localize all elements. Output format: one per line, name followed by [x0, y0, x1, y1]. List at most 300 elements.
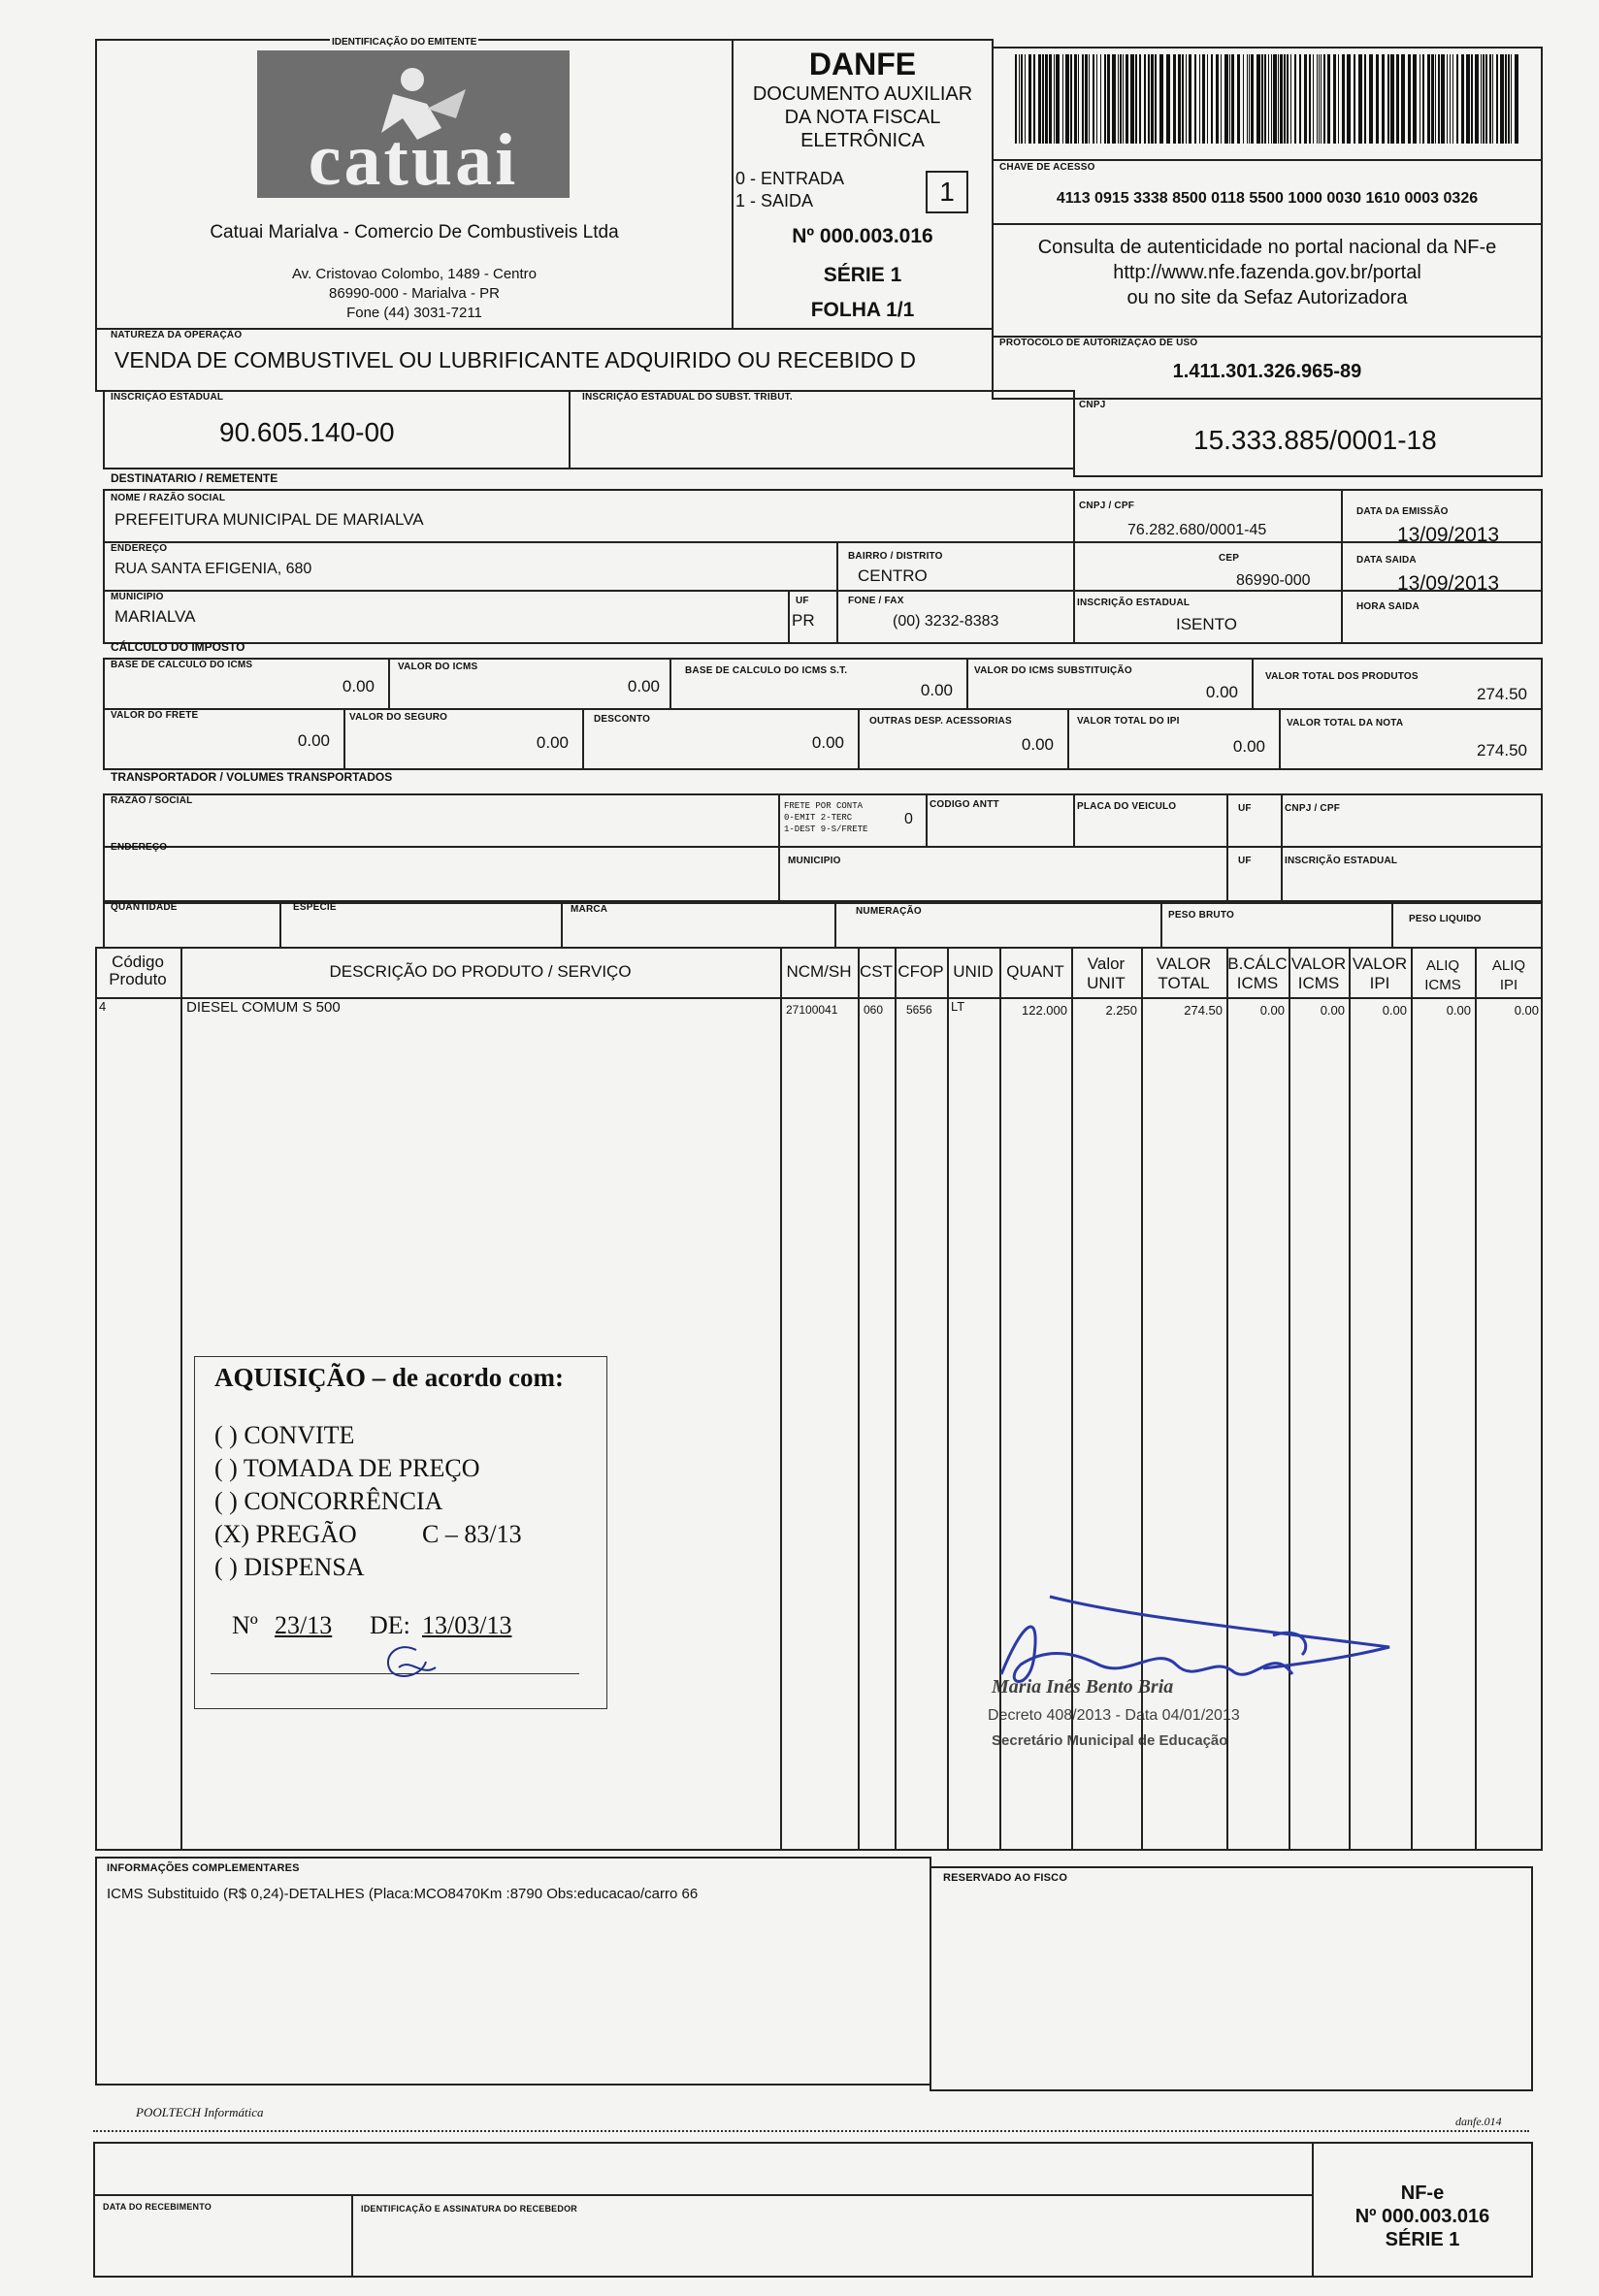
barcode-bar [1173, 54, 1176, 144]
dest-col-data [1341, 489, 1343, 644]
barcode-bar [1093, 54, 1094, 144]
danfe-subtitle-2: DA NOTA FISCAL [784, 107, 941, 128]
tr3-col-c [834, 900, 836, 949]
canhoto-nfe: NF-e [1400, 2183, 1445, 2204]
tr3-col-e [1391, 900, 1393, 949]
ie-value: 90.605.140-00 [219, 417, 395, 447]
dest-col-uf [788, 590, 790, 644]
dest-hora-label: HORA SAIDA [1356, 601, 1420, 612]
barcode-bar [1182, 54, 1184, 144]
imp2-col-d [1067, 708, 1069, 770]
th-cfop: CFOP [897, 962, 944, 981]
col-aipi [1475, 947, 1477, 1851]
transp-municipio-label: MUNICIPIO [788, 856, 841, 866]
imp2-col-a [343, 708, 345, 770]
dest-cep-label: CEP [1219, 553, 1240, 564]
imp2-col-b [582, 708, 584, 770]
iest-label: INSCRIÇÃO ESTADUAL DO SUBST. TRIBUT. [582, 392, 793, 403]
barcode-bar [1319, 54, 1320, 144]
chave-value: 4113 0915 3338 8500 0118 5500 1000 0030 1610 0003 0326 [1056, 190, 1479, 207]
th-vunit-2: UNIT [1087, 974, 1126, 992]
barcode-bar [1511, 54, 1512, 144]
barcode-bar [1118, 54, 1119, 144]
tr1-col-b [926, 793, 928, 848]
barcode-bar [1413, 54, 1417, 144]
barcode-bar [1278, 54, 1279, 144]
aquisicao-stamp [194, 1356, 607, 1709]
cell-descricao: DIESEL COMUM S 500 [186, 999, 341, 1016]
barcode-bar [1309, 54, 1311, 144]
th-vipi-1: VALOR [1352, 954, 1408, 973]
imp1-col-c [966, 658, 968, 710]
cell-vunit: 2.250 [1105, 1003, 1137, 1018]
barcode-bar [1144, 54, 1146, 144]
barcode-bar [1264, 54, 1266, 144]
barcode-bar [1216, 54, 1219, 144]
barcode-bar [1327, 54, 1330, 144]
barcode-bar [1221, 54, 1222, 144]
dest-row-2 [103, 590, 1543, 592]
barcode-bar [1082, 54, 1084, 144]
col-aicms [1411, 947, 1413, 1851]
dest-municipio: MARIALVA [114, 607, 196, 626]
barcode-bar [1390, 54, 1394, 144]
barcode-bar [1317, 54, 1318, 144]
barcode-bar [1500, 54, 1504, 144]
danfe-subtitle-3: ELETRÔNICA [800, 130, 925, 151]
col-ncm [780, 947, 782, 1851]
canhoto-numero: Nº 000.003.016 [1354, 2206, 1490, 2227]
cell-vipi: 0.00 [1382, 1003, 1407, 1018]
barcode-bar [1178, 54, 1181, 144]
barcode-bar [1123, 54, 1124, 144]
desconto: 0.00 [811, 733, 844, 752]
placa-label: PLACA DO VEICULO [1077, 801, 1177, 812]
stamp-de-label: DE: [370, 1611, 410, 1639]
dest-emissao: 13/09/2013 [1397, 524, 1500, 546]
tr2-col-b [1226, 846, 1228, 904]
tr1-col-a [778, 793, 780, 848]
barcode-bar [1070, 54, 1072, 144]
cut-line [93, 2130, 1529, 2132]
barcode-bar [1284, 54, 1286, 144]
especie-label: ESPÉCIE [293, 902, 337, 913]
barcode-bar [1447, 54, 1448, 144]
barcode-bar [1189, 54, 1191, 144]
barcode-bar [1271, 54, 1272, 144]
nota-folha: FOLHA 1/1 [810, 299, 915, 321]
barcode-bar [1515, 54, 1518, 144]
barcode-bar [1135, 54, 1137, 144]
barcode-bar [1466, 54, 1470, 144]
desconto-label: DESCONTO [594, 714, 651, 725]
barcode-bar [1489, 54, 1491, 144]
barcode-bar [1475, 54, 1479, 144]
th-bc-1: B.CÁLC [1227, 954, 1288, 973]
complementares-text: ICMS Substituido (R$ 0,24)-DETALHES (Placa:MCO8470Km :8790 Obs:educacao/carro 66 [107, 1886, 699, 1902]
marca-label: MARCA [571, 904, 608, 915]
th-codigo-1: Código [112, 953, 164, 971]
total-nota-label: VALOR TOTAL DA NOTA [1287, 718, 1404, 728]
cell-aipi: 0.00 [1514, 1003, 1539, 1018]
canhoto-mid-line [93, 2194, 1312, 2196]
transportador-section: TRANSPORTADOR / VOLUMES TRANSPORTADOS [111, 770, 393, 784]
barcode-bar [1202, 54, 1205, 144]
cell-codigo: 4 [99, 999, 107, 1014]
barcode-bar [1085, 54, 1088, 144]
th-vipi-2: IPI [1369, 974, 1390, 992]
dest-cnpj: 76.282.680/0001-45 [1127, 522, 1267, 538]
cell-vicms: 0.00 [1320, 1003, 1345, 1018]
signature-role: Secretário Municipal de Educação [992, 1732, 1228, 1749]
seguro-label: VALOR DO SEGURO [349, 712, 448, 723]
barcode-bar [1089, 54, 1090, 144]
cell-bc: 0.00 [1259, 1003, 1285, 1018]
dest-endereco-label: ENDEREÇO [111, 543, 168, 554]
dest-col-cnpj [1073, 489, 1075, 644]
dest-cnpj-label: CNPJ / CPF [1079, 501, 1135, 511]
barcode-bar [1019, 54, 1020, 144]
stamp-num-label: Nº [232, 1611, 258, 1639]
barcode-bar [1126, 54, 1128, 144]
data-recebimento-label: DATA DO RECEBIMENTO [103, 2202, 212, 2212]
peso-bruto-label: PESO BRUTO [1168, 910, 1234, 921]
consulta-line-1: Consulta de autenticidade no portal nacional da NF-e [1037, 237, 1497, 258]
barcode-bar [1151, 54, 1154, 144]
outras-label: OUTRAS DESP. ACESSORIAS [869, 716, 1012, 727]
frete-conta-3: 1-DEST 9-S/FRETE [784, 825, 868, 834]
barcode-bar [1422, 54, 1424, 144]
fisco-box [930, 1866, 1533, 2091]
dest-fone: (00) 3232-8383 [893, 613, 999, 630]
barcode-bar [1505, 54, 1507, 144]
barcode-bar [1231, 54, 1234, 144]
dest-nome-label: NOME / RAZÃO SOCIAL [111, 493, 226, 503]
cell-cst: 060 [864, 1003, 884, 1017]
barcode-bar [1243, 54, 1244, 144]
cell-aicms: 0.00 [1446, 1003, 1471, 1018]
transp-uf-label: UF [1238, 803, 1252, 814]
saida-label: 1 - SAIDA [735, 191, 814, 210]
th-bc-2: ICMS [1236, 974, 1279, 992]
stamp-title: AQUISIÇÃO – de acordo com: [214, 1363, 564, 1392]
dest-endereco: RUA SANTA EFIGENIA, 680 [114, 561, 312, 577]
barcode-bar [1280, 54, 1283, 144]
total-nota: 274.50 [1477, 741, 1527, 760]
barcode-bar [1299, 54, 1301, 144]
consulta-line-2: http://www.nfe.fazenda.gov.br/portal [1113, 262, 1421, 283]
barcode-bar [1382, 54, 1385, 144]
th-vtotal-2: TOTAL [1158, 974, 1210, 992]
th-vunit-1: Valor [1087, 954, 1126, 973]
barcode-bar [1431, 54, 1434, 144]
cell-vtotal: 274.50 [1184, 1003, 1223, 1018]
barcode-bar [1481, 54, 1482, 144]
ie-label: INSCRIÇÃO ESTADUAL [111, 392, 224, 403]
barcode-bar [1321, 54, 1322, 144]
stamp-option-dispensa: ( ) DISPENSA [214, 1553, 365, 1581]
dest-uf: PR [792, 611, 815, 630]
peso-liquido-label: PESO LIQUIDO [1409, 914, 1482, 924]
col-descricao [180, 947, 182, 1851]
dest-emissao-label: DATA DA EMISSÃO [1356, 506, 1449, 517]
barcode-bar [1159, 54, 1163, 144]
dest-ie-label: INSCRIÇÃO ESTADUAL [1077, 598, 1191, 608]
barcode-bar [1471, 54, 1473, 144]
total-produtos: 274.50 [1477, 685, 1527, 703]
th-quant: QUANT [1006, 962, 1064, 981]
barcode-bar [1207, 54, 1208, 144]
dest-municipio-label: MUNICIPIO [111, 592, 164, 602]
barcode-bar [1100, 54, 1101, 144]
frete-label: VALOR DO FRETE [111, 710, 199, 721]
fisco-label: RESERVADO AO FISCO [943, 1872, 1068, 1884]
frete: 0.00 [297, 731, 330, 750]
cell-ncm: 27100041 [786, 1003, 838, 1017]
barcode-bar [1112, 54, 1116, 144]
th-vicms-1: VALOR [1290, 954, 1347, 973]
barcode-bar [1251, 54, 1254, 144]
th-ncm: NCM/SH [786, 962, 852, 981]
barcode-bar [1323, 54, 1325, 144]
total-produtos-label: VALOR TOTAL DOS PRODUTOS [1265, 671, 1419, 682]
barcode-bar [1130, 54, 1134, 144]
imp1-col-b [669, 658, 671, 710]
dest-uf-label: UF [796, 596, 809, 606]
barcode-bar [1033, 54, 1035, 144]
barcode-bar [1120, 54, 1122, 144]
cell-cfop: 5656 [906, 1003, 932, 1017]
barcode-bar [1492, 54, 1493, 144]
barcode-bar [1065, 54, 1069, 144]
tr2-col-a [778, 846, 780, 904]
barcode-bar [1461, 54, 1464, 144]
antt-label: CODIGO ANTT [930, 799, 999, 810]
danfe-title: DANFE [808, 47, 917, 81]
cell-quant: 122.000 [1022, 1003, 1067, 1018]
barcode-bar [1045, 54, 1048, 144]
valor-st-label: VALOR DO ICMS SUBSTITUIÇÃO [974, 665, 1132, 676]
signature-icon [982, 1587, 1409, 1723]
barcode-bar [1247, 54, 1248, 144]
barcode-bar [1387, 54, 1389, 144]
col-cst [858, 947, 860, 1851]
cell-unid: LT [951, 999, 965, 1014]
outras: 0.00 [1021, 735, 1054, 754]
barcode-bar [1062, 54, 1063, 144]
transp-razao-label: RAZÃO / SOCIAL [111, 795, 193, 806]
stamp-option-convite: ( ) CONVITE [214, 1421, 355, 1449]
valor-icms-label: VALOR DO ICMS [398, 662, 478, 672]
imp2-col-e [1279, 708, 1281, 770]
th-aicms-1: ALIQ [1425, 957, 1460, 974]
barcode-bar [1273, 54, 1277, 144]
barcode-bar [1287, 54, 1289, 144]
barcode-bar [1166, 54, 1170, 144]
canhoto-col-a [351, 2194, 353, 2278]
chave-label: CHAVE DE ACESSO [999, 162, 1095, 173]
bc-icms: 0.00 [342, 677, 375, 695]
signature-name: Maria Inês Bento Bria [992, 1676, 1174, 1698]
barcode-bar [1376, 54, 1379, 144]
bc-st-label: BASE DE CALCULO DO ICMS S.T. [685, 665, 848, 676]
transp-row-2 [103, 846, 1543, 904]
dest-saida-label: DATA SAIDA [1356, 555, 1417, 566]
barcode-bar [1294, 54, 1296, 144]
cnpj-label: CNPJ [1079, 400, 1106, 410]
barcode-bar [1358, 54, 1362, 144]
th-vtotal-1: VALOR [1156, 954, 1212, 973]
barcode-bar [1194, 54, 1196, 144]
th-aipi-2: IPI [1499, 977, 1518, 993]
barcode-bar [1148, 54, 1150, 144]
numeracao-label: NUMERAÇÃO [856, 906, 922, 917]
barcode-bar [1496, 54, 1498, 144]
stamp-de: 13/03/13 [422, 1611, 512, 1639]
nota-serie: SÉRIE 1 [823, 264, 902, 286]
stamp-num: 23/13 [275, 1611, 333, 1639]
frete-conta-2: 0-EMIT 2-TERC [784, 813, 853, 823]
barcode-bar [1025, 54, 1026, 144]
imposto-section: CÁLCULO DO IMPOSTO [111, 640, 245, 654]
valor-st: 0.00 [1205, 683, 1238, 701]
barcode-bar [1364, 54, 1366, 144]
ipi-label: VALOR TOTAL DO IPI [1077, 716, 1180, 727]
col-unid [947, 947, 949, 1851]
barcode-bar [1441, 54, 1445, 144]
barcode-bar [1107, 54, 1110, 144]
dest-bairro: CENTRO [858, 566, 928, 585]
barcode-bar [1249, 54, 1250, 144]
tr3-col-a [279, 900, 281, 949]
frete-conta-value: 0 [904, 811, 913, 827]
complementares-label: INFORMAÇÕES COMPLEMENTARES [107, 1862, 300, 1874]
ipi: 0.00 [1232, 737, 1265, 756]
barcode-bar [1139, 54, 1141, 144]
th-descricao: DESCRIÇÃO DO PRODUTO / SERVIÇO [329, 962, 632, 981]
emitente-section-label: IDENTIFICAÇÃO DO EMITENTE [332, 37, 477, 48]
emitente-city: 86990-000 - Marialva - PR [329, 285, 500, 302]
dest-fone-label: FONE / FAX [848, 596, 904, 606]
barcode-bar [1211, 54, 1213, 144]
protocolo-label: PROTOCOLO DE AUTORIZAÇAO DE USO [999, 338, 1198, 348]
identificacao-recebedor-label: IDENTIFICAÇÃO E ASSINATURA DO RECEBEDOR [361, 2204, 577, 2214]
barcode-bar [1256, 54, 1260, 144]
barcode-bar [1028, 54, 1031, 144]
barcode-bar [1456, 54, 1458, 144]
barcode-bar [1224, 54, 1228, 144]
barcode-icon [1015, 54, 1519, 144]
nota-numero: Nº 000.003.016 [792, 225, 933, 247]
tipo-nota-box: 1 [926, 171, 968, 213]
stamp-option-tomada: ( ) TOMADA DE PREÇO [214, 1454, 480, 1482]
tr1-col-d [1226, 793, 1228, 848]
th-aicms-2: ICMS [1424, 977, 1461, 993]
barcode-bar [1401, 54, 1405, 144]
th-unid: UNID [953, 962, 994, 981]
barcode-bar [1096, 54, 1097, 144]
emitente-name: Catuai Marialva - Comercio De Combustiveis Ltda [210, 222, 619, 243]
barcode-bar [1261, 54, 1263, 144]
tr3-col-d [1160, 900, 1162, 949]
barcode-bar [1508, 54, 1510, 144]
barcode-bar [1450, 54, 1451, 144]
barcode-bar [1369, 54, 1373, 144]
barcode-bar [1015, 54, 1017, 144]
barcode-bar [1237, 54, 1240, 144]
transp-endereco-label: ENDEREÇO [111, 842, 168, 853]
barcode-bar [1354, 54, 1355, 144]
barcode-bar [1104, 54, 1106, 144]
dest-bairro-label: BAIRRO / DISTRITO [848, 551, 943, 562]
barcode-bar [1313, 54, 1314, 144]
pooltech-label: POOLTECH Informática [136, 2105, 264, 2119]
barcode-bar [1155, 54, 1157, 144]
tr1-col-c [1073, 793, 1075, 848]
signature-decree: Decreto 408/2013 - Data 04/01/2013 [988, 1707, 1240, 1724]
barcode-bar [1056, 54, 1060, 144]
imp2-col-c [858, 708, 860, 770]
barcode-bar [1304, 54, 1307, 144]
transp-cnpj-label: CNPJ / CPF [1285, 803, 1341, 814]
qtd-label: QUANTIDADE [111, 902, 178, 913]
emitente-address: Av. Cristovao Colombo, 1489 - Centro [291, 266, 538, 282]
dest-nome: PREFEITURA MUNICIPAL DE MARIALVA [114, 510, 424, 529]
natureza-value: VENDA DE COMBUSTIVEL OU LUBRIFICANTE ADQUIRIDO OU RECEBIDO D [114, 347, 917, 372]
barcode-bar [1074, 54, 1077, 144]
dest-cep: 86990-000 [1236, 572, 1311, 589]
dest-col-fone [836, 590, 838, 644]
natureza-label: NATUREZA DA OPERAÇÃO [111, 330, 243, 340]
barcode-bar [1229, 54, 1230, 144]
stamp-option-concorrencia: ( ) CONCORRÊNCIA [214, 1487, 443, 1515]
transp-ie-label: INSCRIÇÃO ESTADUAL [1285, 856, 1398, 866]
th-codigo-2: Produto [109, 970, 167, 988]
consulta-line-3: ou no site da Sefaz Autorizadora [1126, 287, 1408, 308]
col-cfop [895, 947, 897, 1851]
protocolo-value: 1.411.301.326.965-89 [1172, 361, 1362, 382]
barcode-bar [1342, 54, 1345, 144]
barcode-bar [1049, 54, 1052, 144]
seguro: 0.00 [536, 733, 569, 752]
danfe-ref: danfe.014 [1455, 2115, 1502, 2128]
dest-col-bairro [836, 541, 838, 590]
th-cst: CST [860, 962, 893, 981]
destinatario-section: DESTINATARIO / REMETENTE [111, 471, 278, 485]
stamp-pregao-number: C – 83/13 [422, 1520, 522, 1548]
cnpj-value: 15.333.885/0001-18 [1193, 425, 1437, 455]
barcode-bar [1021, 54, 1023, 144]
barcode-bar [1038, 54, 1041, 144]
th-aipi-1: ALIQ [1491, 957, 1526, 974]
barcode-bar [1042, 54, 1044, 144]
barcode-bar [1290, 54, 1291, 144]
th-vicms-2: ICMS [1297, 974, 1340, 992]
barcode-bar [1078, 54, 1079, 144]
barcode-bar [1435, 54, 1436, 144]
transp-uf2-label: UF [1238, 856, 1252, 866]
emitente-phone: Fone (44) 3031-7211 [346, 305, 482, 321]
frete-conta-1: FRETE POR CONTA [784, 801, 864, 811]
barcode-bar [1054, 54, 1055, 144]
dest-row-1 [103, 541, 1543, 543]
dest-saida: 13/09/2013 [1397, 572, 1500, 595]
barcode-bar [1199, 54, 1200, 144]
entrada-label: 0 - ENTRADA [735, 169, 845, 188]
tr3-col-b [561, 900, 563, 949]
barcode-bar [1186, 54, 1187, 144]
barcode-bar [1333, 54, 1336, 144]
